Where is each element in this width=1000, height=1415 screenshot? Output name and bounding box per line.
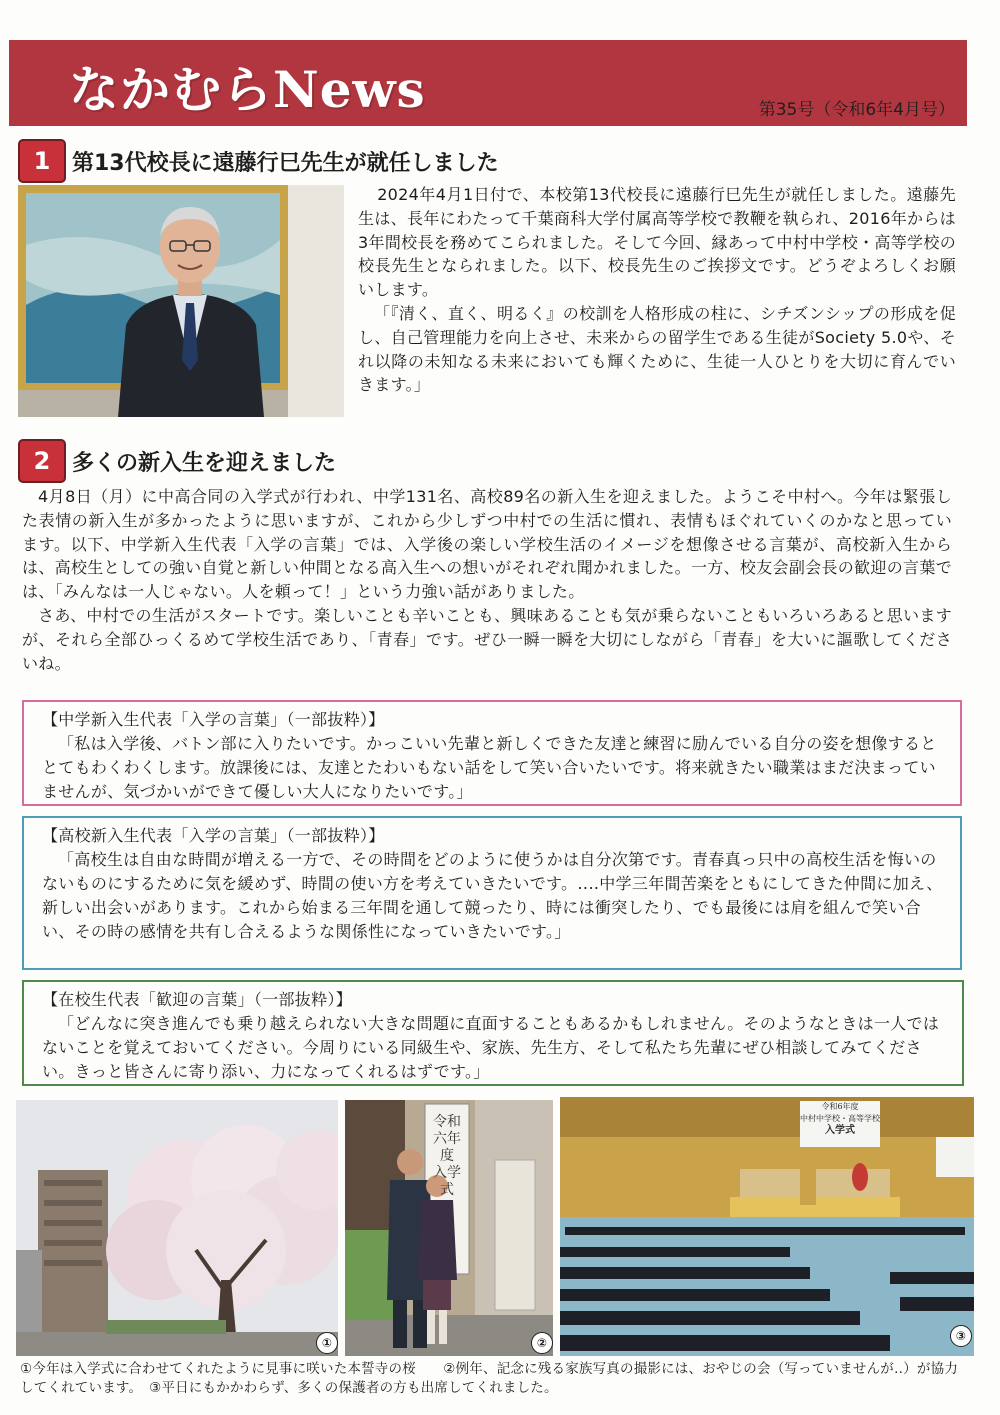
quote-heading: 【在校生代表「歓迎の言葉」（一部抜粋）】 [42, 990, 353, 1009]
photo-caption: ①今年は入学式に合わせてくれたように見事に咲いた本誓寺の桜 ②例年、記念に残る家族写真の撮影には、おやじの会（写っていませんが‥）が協力してくれています。 ③平日にもかかわらず、多くの保護者の方も出席してくれました。 [20, 1361, 959, 1396]
section-1-paragraph: 2024年4月1日付で、本校第13代校長に遠藤行巳先生が就任しました。遠藤先生は、長年にわたって千葉商科大学付属高等学校で教鞭を執られ、2016年からは3年間校長を務めてこられました。そして今回、縁あって中村中学校・高等学校の校長先生となられました。以下、校長先生のご挨拶文です。どうぞよろしくお願いします。 [358, 185, 956, 300]
entrance-banner: 令和六年度 入学式 [433, 1114, 461, 1198]
section-2-body [22, 485, 952, 675]
section-1-number: 1 [18, 139, 66, 183]
stage-sign-line-2: 中村中学校・高等学校 [800, 1114, 880, 1123]
cherry-blossom-illustration [16, 1100, 338, 1356]
section-1-body [358, 183, 956, 397]
quote-body: 「高校生は自由な時間が増える一方で、その時間をどのように使うかは自分次第です。青春真っ只中の高校生活を悔いのないものにするために気を緩めず、時間の使い方を考えていきたいです。‥‥中学三年間苦楽をともにしてきた仲間に加え、新しい出会いがあります。これから始まる三年間を通して競ったり、時には衝突したり、でも最後には肩を組んで笑い合い、その時の感情を共有し合えるような関係性になっていきたいです。」 [42, 850, 943, 941]
masthead [9, 40, 967, 126]
section-1-paragraph: 「『清く、直く、明るく』の校訓を人格形成の柱に、シチズンシップの形成を促し、自己管理能力を向上させ、未来からの留学生である生徒がSociety 5.0や、それ以降の未知なる未来においても輝くために、生徒一人ひとりを大切に育んでいきます。」 [358, 303, 956, 395]
quote-heading: 【中学新入生代表「入学の言葉」（一部抜粋）】 [42, 710, 385, 729]
stage-sign-line-1: 令和6年度 [821, 1102, 859, 1111]
ceremony-photo [560, 1097, 974, 1356]
quote-heading: 【高校新入生代表「入学の言葉」（一部抜粋）】 [42, 826, 385, 845]
section-2-number: 2 [18, 439, 66, 483]
newsletter-title: なかむらNews [69, 60, 426, 119]
issue-label: 第35号（令和6年4月号） [758, 100, 955, 120]
section-2-paragraph: 4月8日（月）に中高合同の入学式が行われ、中学131名、高校89名の新入生を迎えました。ようこそ中村へ。今年は緊張した表情の新入生が多かったように思いますが、これから少しずつ中村での生活に慣れ、表情もほぐれていくのかなと思っています。以下、中学新入生代表「入学の言葉」では、入学後の楽しい学校生活のイメージを想像させる言葉が、高校新入生からは、高校生としての強い自覚と新しい仲間となる高入生への想いがそれぞれ聞かれました。一方、校友会副会長の歓迎の言葉では、「みんなは一人じゃない。人を頼って！」という力強い話がありました。 [22, 487, 952, 602]
family-photo [345, 1100, 553, 1356]
quote-high-school [22, 816, 962, 970]
photo-badge-3: ③ [950, 1325, 972, 1347]
stage-sign [800, 1101, 880, 1147]
quote-body: 「どんなに突き進んでも乗り越えられない大きな問題に直面することもあるかもしれません。そのようなときは一人ではないことを覚えておいてください。今周りにいる同級生や、家族、先生方、そして私たち先輩にぜひ相談してみてください。きっと皆さんに寄り添い、力になってくれるはずです。」 [42, 1014, 940, 1081]
quote-junior-high [22, 700, 962, 806]
photo-badge-1: ① [316, 1332, 338, 1354]
photo-badge-2: ② [531, 1332, 553, 1354]
stage-sign-line-3: 入学式 [825, 1125, 855, 1136]
principal-photo-illustration [18, 185, 344, 417]
section-2-paragraph: さあ、中村での生活がスタートです。楽しいことも辛いことも、興味あることも気が乗らないこともいろいろあると思いますが、それら全部ひっくるめて学校生活であり、「青春」です。ぜひ一瞬一瞬を大切にしながら「青春」を大いに謳歌してくださいね。 [22, 605, 952, 673]
ceremony-illustration [560, 1097, 974, 1356]
section-2-title: 多くの新入生を迎えました [72, 451, 337, 476]
cherry-blossom-photo [16, 1100, 338, 1356]
quote-body: 「私は入学後、バトン部に入りたいです。かっこいい先輩と新しくできた友達と練習に励んでいる自分の姿を想像するととてもわくわくします。放課後には、友達とたわいもない話をして笑い合いたいです。将来就きたい職業はまだ決まっていませんが、気づかいができて優しい大人になりたいです。」 [42, 734, 937, 801]
principal-photo [18, 185, 344, 417]
section-1-title: 第13代校長に遠藤行巳先生が就任しました [72, 151, 499, 176]
quote-current-student [22, 980, 964, 1086]
